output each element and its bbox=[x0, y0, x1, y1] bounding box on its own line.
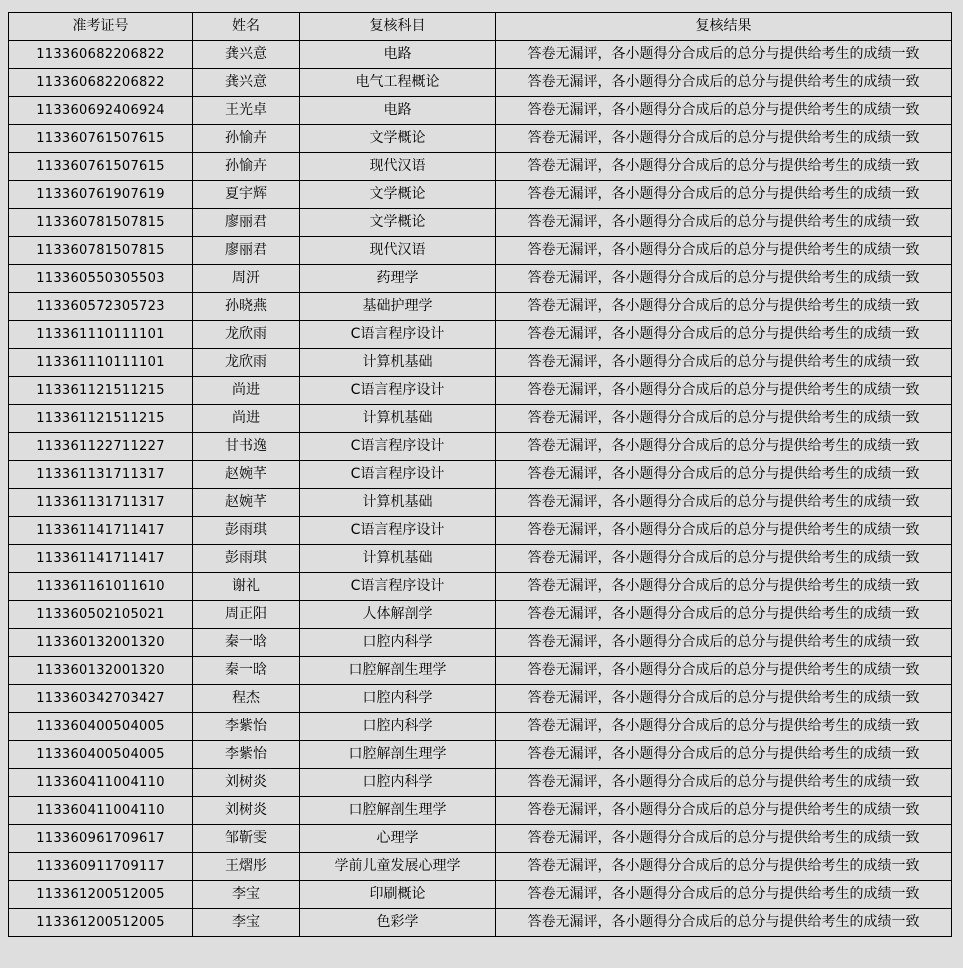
cell-result: 答卷无漏评，各小题得分合成后的总分与提供给考生的成绩一致 bbox=[496, 853, 952, 881]
cell-exam-id: 113361200512005 bbox=[9, 909, 193, 937]
cell-name: 孙晓燕 bbox=[193, 293, 300, 321]
cell-exam-id: 113360911709117 bbox=[9, 853, 193, 881]
cell-name: 赵婉芊 bbox=[193, 489, 300, 517]
cell-result: 答卷无漏评，各小题得分合成后的总分与提供给考生的成绩一致 bbox=[496, 489, 952, 517]
cell-name: 彭雨琪 bbox=[193, 517, 300, 545]
cell-name: 王光卓 bbox=[193, 97, 300, 125]
cell-subject: 电气工程概论 bbox=[300, 69, 496, 97]
cell-exam-id: 113361141711417 bbox=[9, 517, 193, 545]
table-row bbox=[9, 293, 952, 321]
cell-result: 答卷无漏评，各小题得分合成后的总分与提供给考生的成绩一致 bbox=[496, 69, 952, 97]
table-row bbox=[9, 601, 952, 629]
cell-name: 孙愉卉 bbox=[193, 153, 300, 181]
cell-name: 龙欣雨 bbox=[193, 349, 300, 377]
cell-result: 答卷无漏评，各小题得分合成后的总分与提供给考生的成绩一致 bbox=[496, 97, 952, 125]
cell-exam-id: 113360682206822 bbox=[9, 69, 193, 97]
cell-result: 答卷无漏评，各小题得分合成后的总分与提供给考生的成绩一致 bbox=[496, 405, 952, 433]
cell-name: 甘书逸 bbox=[193, 433, 300, 461]
cell-result: 答卷无漏评，各小题得分合成后的总分与提供给考生的成绩一致 bbox=[496, 573, 952, 601]
cell-name: 龚兴意 bbox=[193, 69, 300, 97]
table-row bbox=[9, 349, 952, 377]
cell-result: 答卷无漏评，各小题得分合成后的总分与提供给考生的成绩一致 bbox=[496, 321, 952, 349]
cell-subject: 色彩学 bbox=[300, 909, 496, 937]
cell-exam-id: 113360682206822 bbox=[9, 41, 193, 69]
cell-name: 李紫怡 bbox=[193, 713, 300, 741]
cell-name: 李宝 bbox=[193, 881, 300, 909]
cell-result: 答卷无漏评，各小题得分合成后的总分与提供给考生的成绩一致 bbox=[496, 153, 952, 181]
cell-name: 秦一晗 bbox=[193, 629, 300, 657]
cell-exam-id: 113360761507615 bbox=[9, 153, 193, 181]
cell-subject: C语言程序设计 bbox=[300, 517, 496, 545]
cell-name: 廖丽君 bbox=[193, 209, 300, 237]
cell-subject: 文学概论 bbox=[300, 209, 496, 237]
table-row bbox=[9, 321, 952, 349]
cell-subject: 口腔内科学 bbox=[300, 713, 496, 741]
cell-exam-id: 113360572305723 bbox=[9, 293, 193, 321]
cell-exam-id: 113360761507615 bbox=[9, 125, 193, 153]
cell-result: 答卷无漏评，各小题得分合成后的总分与提供给考生的成绩一致 bbox=[496, 209, 952, 237]
table-row bbox=[9, 545, 952, 573]
cell-name: 刘树炎 bbox=[193, 769, 300, 797]
cell-result: 答卷无漏评，各小题得分合成后的总分与提供给考生的成绩一致 bbox=[496, 349, 952, 377]
cell-exam-id: 113360132001320 bbox=[9, 629, 193, 657]
cell-name: 龚兴意 bbox=[193, 41, 300, 69]
cell-name: 邹靳雯 bbox=[193, 825, 300, 853]
cell-name: 彭雨琪 bbox=[193, 545, 300, 573]
cell-subject: C语言程序设计 bbox=[300, 321, 496, 349]
cell-subject: 药理学 bbox=[300, 265, 496, 293]
cell-exam-id: 113361110111101 bbox=[9, 349, 193, 377]
cell-result: 答卷无漏评，各小题得分合成后的总分与提供给考生的成绩一致 bbox=[496, 517, 952, 545]
cell-name: 刘树炎 bbox=[193, 797, 300, 825]
table-row bbox=[9, 797, 952, 825]
cell-subject: 口腔内科学 bbox=[300, 769, 496, 797]
cell-exam-id: 113360502105021 bbox=[9, 601, 193, 629]
table-row bbox=[9, 489, 952, 517]
table-row bbox=[9, 685, 952, 713]
table-row bbox=[9, 741, 952, 769]
cell-subject: 人体解剖学 bbox=[300, 601, 496, 629]
cell-exam-id: 113361121511215 bbox=[9, 405, 193, 433]
header-exam-id: 准考证号 bbox=[9, 13, 193, 41]
cell-name: 周汧 bbox=[193, 265, 300, 293]
cell-result: 答卷无漏评，各小题得分合成后的总分与提供给考生的成绩一致 bbox=[496, 181, 952, 209]
table-row bbox=[9, 461, 952, 489]
cell-subject: 印刷概论 bbox=[300, 881, 496, 909]
cell-subject: 计算机基础 bbox=[300, 405, 496, 433]
cell-subject: 口腔解剖生理学 bbox=[300, 741, 496, 769]
cell-result: 答卷无漏评，各小题得分合成后的总分与提供给考生的成绩一致 bbox=[496, 685, 952, 713]
cell-result: 答卷无漏评，各小题得分合成后的总分与提供给考生的成绩一致 bbox=[496, 237, 952, 265]
cell-name: 尚进 bbox=[193, 377, 300, 405]
header-name: 姓名 bbox=[193, 13, 300, 41]
cell-name: 赵婉芊 bbox=[193, 461, 300, 489]
cell-subject: 口腔内科学 bbox=[300, 685, 496, 713]
cell-subject: 学前儿童发展心理学 bbox=[300, 853, 496, 881]
cell-result: 答卷无漏评，各小题得分合成后的总分与提供给考生的成绩一致 bbox=[496, 909, 952, 937]
cell-exam-id: 113361161011610 bbox=[9, 573, 193, 601]
table-row bbox=[9, 573, 952, 601]
table-row bbox=[9, 97, 952, 125]
cell-result: 答卷无漏评，各小题得分合成后的总分与提供给考生的成绩一致 bbox=[496, 461, 952, 489]
cell-name: 程杰 bbox=[193, 685, 300, 713]
cell-subject: 计算机基础 bbox=[300, 489, 496, 517]
cell-exam-id: 113360400504005 bbox=[9, 741, 193, 769]
table-row bbox=[9, 153, 952, 181]
table-row bbox=[9, 909, 952, 937]
cell-subject: 电路 bbox=[300, 41, 496, 69]
table-row bbox=[9, 405, 952, 433]
cell-subject: 口腔解剖生理学 bbox=[300, 657, 496, 685]
table-row bbox=[9, 209, 952, 237]
cell-exam-id: 113360781507815 bbox=[9, 237, 193, 265]
cell-result: 答卷无漏评，各小题得分合成后的总分与提供给考生的成绩一致 bbox=[496, 41, 952, 69]
cell-exam-id: 113361141711417 bbox=[9, 545, 193, 573]
table-row bbox=[9, 377, 952, 405]
table-row bbox=[9, 769, 952, 797]
cell-exam-id: 113361110111101 bbox=[9, 321, 193, 349]
cell-exam-id: 113360761907619 bbox=[9, 181, 193, 209]
table-row bbox=[9, 517, 952, 545]
cell-result: 答卷无漏评，各小题得分合成后的总分与提供给考生的成绩一致 bbox=[496, 293, 952, 321]
cell-name: 龙欣雨 bbox=[193, 321, 300, 349]
header-subject: 复核科目 bbox=[300, 13, 496, 41]
cell-subject: C语言程序设计 bbox=[300, 377, 496, 405]
cell-exam-id: 113360961709617 bbox=[9, 825, 193, 853]
cell-subject: C语言程序设计 bbox=[300, 433, 496, 461]
cell-exam-id: 113360342703427 bbox=[9, 685, 193, 713]
cell-subject: 基础护理学 bbox=[300, 293, 496, 321]
cell-exam-id: 113360781507815 bbox=[9, 209, 193, 237]
cell-exam-id: 113360692406924 bbox=[9, 97, 193, 125]
cell-name: 廖丽君 bbox=[193, 237, 300, 265]
cell-exam-id: 113361200512005 bbox=[9, 881, 193, 909]
cell-result: 答卷无漏评，各小题得分合成后的总分与提供给考生的成绩一致 bbox=[496, 881, 952, 909]
table-row bbox=[9, 237, 952, 265]
cell-subject: 文学概论 bbox=[300, 181, 496, 209]
cell-exam-id: 113361121511215 bbox=[9, 377, 193, 405]
table-row bbox=[9, 629, 952, 657]
cell-name: 夏宇辉 bbox=[193, 181, 300, 209]
cell-name: 谢礼 bbox=[193, 573, 300, 601]
table-row bbox=[9, 265, 952, 293]
cell-result: 答卷无漏评，各小题得分合成后的总分与提供给考生的成绩一致 bbox=[496, 433, 952, 461]
table-row bbox=[9, 69, 952, 97]
cell-exam-id: 113360550305503 bbox=[9, 265, 193, 293]
table-body bbox=[9, 41, 952, 937]
cell-subject: C语言程序设计 bbox=[300, 573, 496, 601]
cell-exam-id: 113361122711227 bbox=[9, 433, 193, 461]
table-row bbox=[9, 433, 952, 461]
review-results-table bbox=[8, 12, 952, 937]
table-row bbox=[9, 125, 952, 153]
cell-subject: 文学概论 bbox=[300, 125, 496, 153]
cell-name: 王熠彤 bbox=[193, 853, 300, 881]
cell-subject: 口腔解剖生理学 bbox=[300, 797, 496, 825]
cell-result: 答卷无漏评，各小题得分合成后的总分与提供给考生的成绩一致 bbox=[496, 629, 952, 657]
header-result: 复核结果 bbox=[496, 13, 952, 41]
cell-subject: 现代汉语 bbox=[300, 237, 496, 265]
cell-exam-id: 113360411004110 bbox=[9, 769, 193, 797]
cell-result: 答卷无漏评，各小题得分合成后的总分与提供给考生的成绩一致 bbox=[496, 657, 952, 685]
cell-result: 答卷无漏评，各小题得分合成后的总分与提供给考生的成绩一致 bbox=[496, 377, 952, 405]
cell-subject: 现代汉语 bbox=[300, 153, 496, 181]
cell-subject: 心理学 bbox=[300, 825, 496, 853]
cell-result: 答卷无漏评，各小题得分合成后的总分与提供给考生的成绩一致 bbox=[496, 741, 952, 769]
cell-name: 秦一晗 bbox=[193, 657, 300, 685]
cell-name: 李紫怡 bbox=[193, 741, 300, 769]
table-row bbox=[9, 853, 952, 881]
table-row bbox=[9, 713, 952, 741]
cell-exam-id: 113360132001320 bbox=[9, 657, 193, 685]
cell-result: 答卷无漏评，各小题得分合成后的总分与提供给考生的成绩一致 bbox=[496, 265, 952, 293]
cell-result: 答卷无漏评，各小题得分合成后的总分与提供给考生的成绩一致 bbox=[496, 713, 952, 741]
cell-name: 李宝 bbox=[193, 909, 300, 937]
cell-exam-id: 113360400504005 bbox=[9, 713, 193, 741]
table-header-row bbox=[9, 13, 952, 41]
cell-name: 尚进 bbox=[193, 405, 300, 433]
cell-result: 答卷无漏评，各小题得分合成后的总分与提供给考生的成绩一致 bbox=[496, 601, 952, 629]
cell-result: 答卷无漏评，各小题得分合成后的总分与提供给考生的成绩一致 bbox=[496, 769, 952, 797]
cell-subject: C语言程序设计 bbox=[300, 461, 496, 489]
cell-exam-id: 113361131711317 bbox=[9, 461, 193, 489]
cell-subject: 电路 bbox=[300, 97, 496, 125]
cell-subject: 计算机基础 bbox=[300, 545, 496, 573]
cell-result: 答卷无漏评，各小题得分合成后的总分与提供给考生的成绩一致 bbox=[496, 797, 952, 825]
cell-subject: 口腔内科学 bbox=[300, 629, 496, 657]
table-row bbox=[9, 825, 952, 853]
cell-result: 答卷无漏评，各小题得分合成后的总分与提供给考生的成绩一致 bbox=[496, 825, 952, 853]
cell-exam-id: 113361131711317 bbox=[9, 489, 193, 517]
table-row bbox=[9, 41, 952, 69]
cell-name: 周正阳 bbox=[193, 601, 300, 629]
cell-result: 答卷无漏评，各小题得分合成后的总分与提供给考生的成绩一致 bbox=[496, 125, 952, 153]
table-row bbox=[9, 657, 952, 685]
table-row bbox=[9, 181, 952, 209]
cell-subject: 计算机基础 bbox=[300, 349, 496, 377]
table-row bbox=[9, 881, 952, 909]
cell-result: 答卷无漏评，各小题得分合成后的总分与提供给考生的成绩一致 bbox=[496, 545, 952, 573]
cell-name: 孙愉卉 bbox=[193, 125, 300, 153]
cell-exam-id: 113360411004110 bbox=[9, 797, 193, 825]
